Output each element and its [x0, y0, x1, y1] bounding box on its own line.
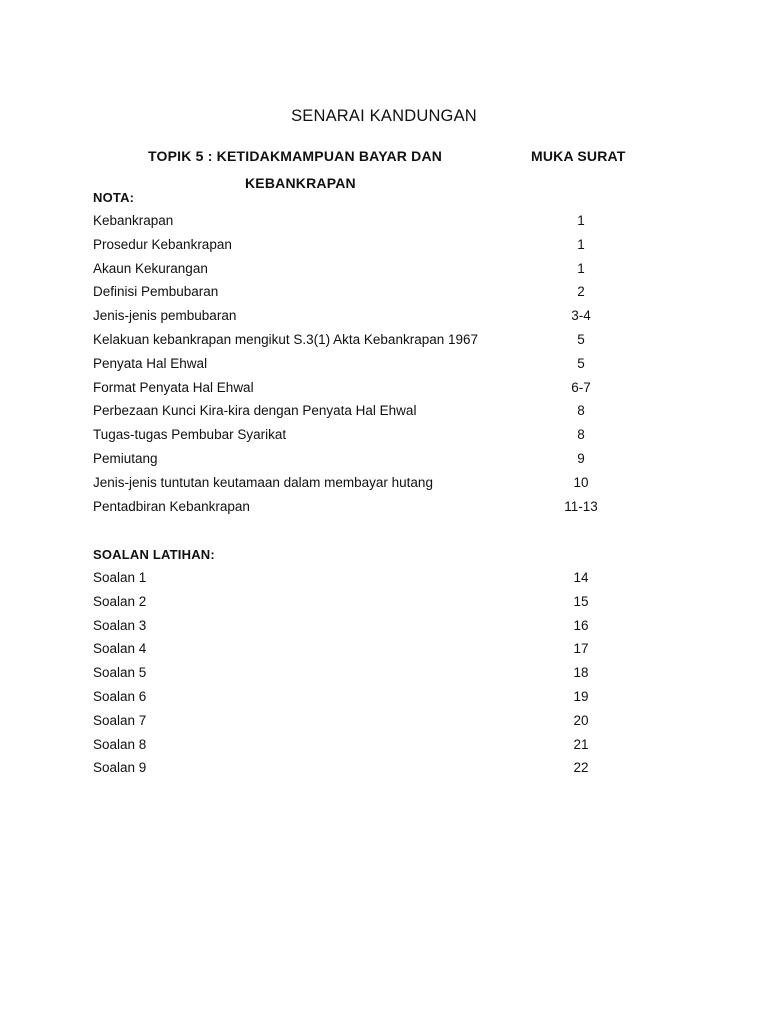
page-number-column-header: MUKA SURAT	[531, 148, 626, 164]
toc-entry-page-number: 5	[577, 355, 585, 371]
toc-row	[93, 403, 653, 427]
toc-row	[93, 760, 653, 784]
toc-entry-label: Soalan 2	[93, 593, 147, 609]
toc-row	[93, 332, 653, 356]
topic-title-line-2: KEBANKRAPAN	[245, 175, 356, 191]
toc-entry-label: Akaun Kekurangan	[93, 260, 208, 276]
toc-entry-label: Soalan 4	[93, 641, 147, 657]
toc-entry-label: Penyata Hal Ehwal	[93, 355, 208, 371]
toc-entry-page-number: 15	[573, 593, 589, 609]
toc-row	[93, 594, 653, 618]
topic-title-line-1: TOPIK 5 : KETIDAKMAMPUAN BAYAR DAN	[148, 148, 443, 164]
toc-entry-page-number: 1	[577, 213, 585, 228]
toc-entry-page-number: 1	[577, 236, 585, 252]
toc-entry-label: Tugas-tugas Pembubar Syarikat	[93, 427, 287, 443]
toc-entry-page-number: 5	[577, 331, 585, 347]
toc-list-soalan-latihan	[93, 570, 653, 784]
toc-entry-page-number: 18	[573, 665, 589, 681]
toc-entry-label: Format Penyata Hal Ehwal	[93, 379, 254, 395]
toc-entry-label: Kebankrapan	[93, 213, 174, 228]
toc-entry-label: Jenis-jenis pembubaran	[93, 308, 237, 324]
toc-entry-page-number: 20	[573, 712, 589, 728]
toc-row	[93, 737, 653, 761]
toc-entry-page-number: 9	[577, 450, 585, 466]
toc-row	[93, 665, 653, 689]
toc-row	[93, 427, 653, 451]
toc-row	[93, 380, 653, 404]
toc-entry-label: Soalan 7	[93, 712, 147, 728]
toc-entry-page-number: 10	[573, 474, 589, 490]
toc-entry-label: Soalan 1	[93, 570, 147, 585]
toc-row	[93, 451, 653, 475]
toc-row	[93, 475, 653, 499]
page-title: SENARAI KANDUNGAN	[291, 107, 477, 125]
toc-entry-page-number: 1	[577, 260, 585, 276]
toc-entry-page-number: 11-13	[564, 498, 598, 514]
toc-entry-label: Jenis-jenis tuntutan keutamaan dalam membayar hutang	[93, 474, 433, 490]
toc-entry-label: Kelakuan kebankrapan mengikut S.3(1) Akta Kebankrapan 1967	[93, 331, 479, 347]
toc-row	[93, 499, 653, 523]
toc-entry-label: Soalan 5	[93, 665, 147, 681]
toc-entry-label: Soalan 9	[93, 760, 147, 776]
toc-entry-page-number: 17	[573, 641, 589, 657]
toc-row	[93, 689, 653, 713]
toc-entry-label: Definisi Pembubaran	[93, 284, 219, 300]
toc-row	[93, 356, 653, 380]
toc-list-nota	[93, 213, 653, 522]
section-heading-nota: NOTA:	[93, 190, 135, 205]
toc-entry-page-number: 8	[577, 427, 585, 443]
toc-row	[93, 618, 653, 642]
section-heading-soalan-latihan: SOALAN LATIHAN:	[93, 547, 215, 562]
toc-entry-label: Soalan 8	[93, 736, 147, 752]
toc-entry-label: Pentadbiran Kebankrapan	[93, 498, 250, 514]
toc-row	[93, 284, 653, 308]
toc-entry-page-number: 22	[573, 760, 589, 776]
toc-entry-page-number: 19	[573, 688, 589, 704]
toc-row	[93, 713, 653, 737]
toc-entry-page-number: 8	[577, 403, 585, 419]
toc-entry-page-number: 6-7	[571, 379, 591, 395]
toc-row	[93, 213, 653, 237]
toc-entry-label: Pemiutang	[93, 450, 158, 466]
toc-entry-label: Soalan 6	[93, 688, 147, 704]
toc-row	[93, 570, 653, 594]
toc-entry-label: Soalan 3	[93, 617, 147, 633]
toc-entry-page-number: 14	[573, 570, 589, 585]
toc-entry-label: Perbezaan Kunci Kira-kira dengan Penyata Hal Ehwal	[93, 403, 417, 419]
toc-entry-label: Prosedur Kebankrapan	[93, 236, 232, 252]
toc-row	[93, 308, 653, 332]
toc-row	[93, 237, 653, 261]
toc-entry-page-number: 16	[573, 617, 589, 633]
toc-entry-page-number: 3-4	[571, 308, 591, 324]
toc-row	[93, 261, 653, 285]
toc-row	[93, 641, 653, 665]
toc-entry-page-number: 21	[573, 736, 589, 752]
toc-entry-page-number: 2	[577, 284, 585, 300]
